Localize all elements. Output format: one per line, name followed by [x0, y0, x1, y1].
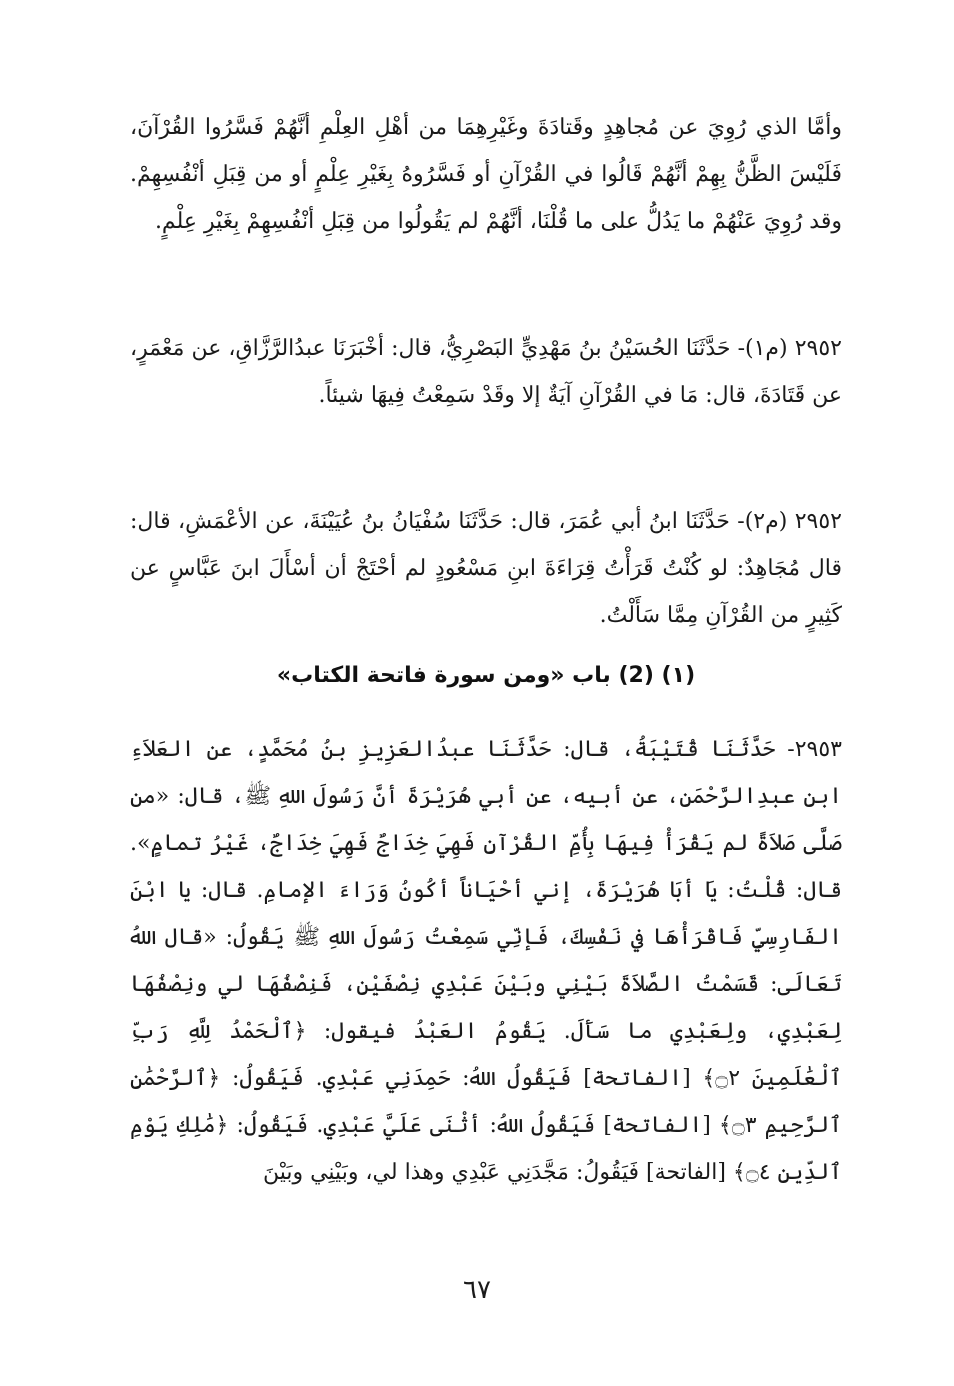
- chapter-heading: (١) (2) باب «ومن سورة فاتحة الكتاب»: [276, 663, 696, 688]
- hadith-2952-m1-paragraph: ٢٩٥٢ (م١)- حَدَّثَنَا الحُسَيْنُ بنُ مَهْدِيٍّ البَصْرِيُّ، قال: أخْبَرَنَا عبدُالرَّزَّاقِ، عن مَعْمَرٍ، عن قَتَادَةَ، قال: مَا في القُرْآنِ آيَةٌ إلا وقَدْ سَمِعْتُ فِيهَا شيئاً.: [130, 336, 842, 408]
- hadith-2953-paragraph: ٢٩٥٣- حَدَّثَنَا قُتَيْبَةُ، قال: حَدَّثَنَا عبدُالعَزِيزِ بنُ مُحَمَّدٍ، عن العَلاَءِ ابنِ عبدِالرَّحْمَنِ، عن أبيه، عن أبي هُرَيْرَةَ أنَّ رَسُولَ اللهِ ﷺ، قال: «من صَلَّى صَلاَةً لم يَقْرَأْ فِيهَا بِأُمِّ القُرْآنِ فَهِيَ خِدَاجٌ فَهِيَ خِدَاجٌ، غَيْرُ تمامٍ». قال: قُلْتُ: يَا أبَا هُرَيْرَةَ، إني أحْيَاناً أكُونُ وَرَاءَ الإمامِ. قال: يا ابْنَ الفَارِسِيِّ فَاقْرَأْهَا في نَفْسِكَ، فَإنِّي سَمِعْتُ رَسُولَ اللهِ ﷺ يَقُولُ: «قال اللهُ تَعَالَى: قَسَمْتُ الصَّلاَةَ بَيْنِي وبَيْنَ عَبْدِي نِصْفَيْنِ، فَنِصْفُهَا لي ونِصْفُهَا لِعَبْدِي، ولِعَبْدِي ما سَأَلَ. يَقُومُ العَبْدُ فيقول: ﴿ٱلْحَمْدُ لِلَّهِ رَبِّ ٱلْعَٰلَمِينَ ۝٢﴾ [الفاتحة] فَيَقُولُ اللهُ: حَمِدَنِي عَبْدِي. فَيَقُولُ: ﴿ٱلرَّحْمَٰنِ ٱلرَّحِيمِ ۝٣﴾ [الفاتحة] فَيَقُولُ اللهُ: أثْنَى عَلَيَّ عَبْدِي. فَيَقُولُ: ﴿مَٰلِكِ يَوْمِ ٱلدِّينِ ۝٤﴾ [الفاتحة] فَيَقُولُ: مَجَّدَنِي عَبْدِي وهذا لي، وبَيْنِي وبَيْنَ: [130, 737, 843, 1185]
- hadith-2952-m2-paragraph: ٢٩٥٢ (م٢)- حَدَّثَنَا ابنُ أبي عُمَرَ، قال: حَدَّثَنَا سُفْيَانُ بنُ عُيَيْنَةَ، عن الأعْمَشِ، قال: قال مُجَاهِدٌ: لو كُنْتُ قَرَأْتُ قِرَاءَةَ ابنِ مَسْعُودٍ لم أحْتَجْ أن أسْأَلَ ابنَ عَبَّاسٍ عن كَثِيرٍ من القُرْآنِ مِمَّا سَأَلْتُ.: [130, 509, 842, 628]
- page-number: ٦٧: [463, 1275, 491, 1305]
- intro-paragraph: وأمَّا الذي رُوِيَ عن مُجاهِدٍ وقَتادَةَ وغَيْرِهِمَا من أهْلِ العِلْمِ أنَّهُمْ فَسَّرُوا القُرْآنَ، فَلَيْسَ الظَّنُّ بِهِمْ أنَّهُمْ قَالُوا في القُرْآنِ أو فَسَّرُوهُ بِغَيْرِ عِلْمٍ أو من قِبَلِ أنْفُسِهِمْ. وقد رُوِيَ عَنْهُمْ ما يَدُلُّ على ما قُلْنَا، أنَّهُمْ لم يَقُولُوا من قِبَلِ أنْفُسِهِمْ بِغَيْرِ عِلْمٍ.: [130, 115, 842, 234]
